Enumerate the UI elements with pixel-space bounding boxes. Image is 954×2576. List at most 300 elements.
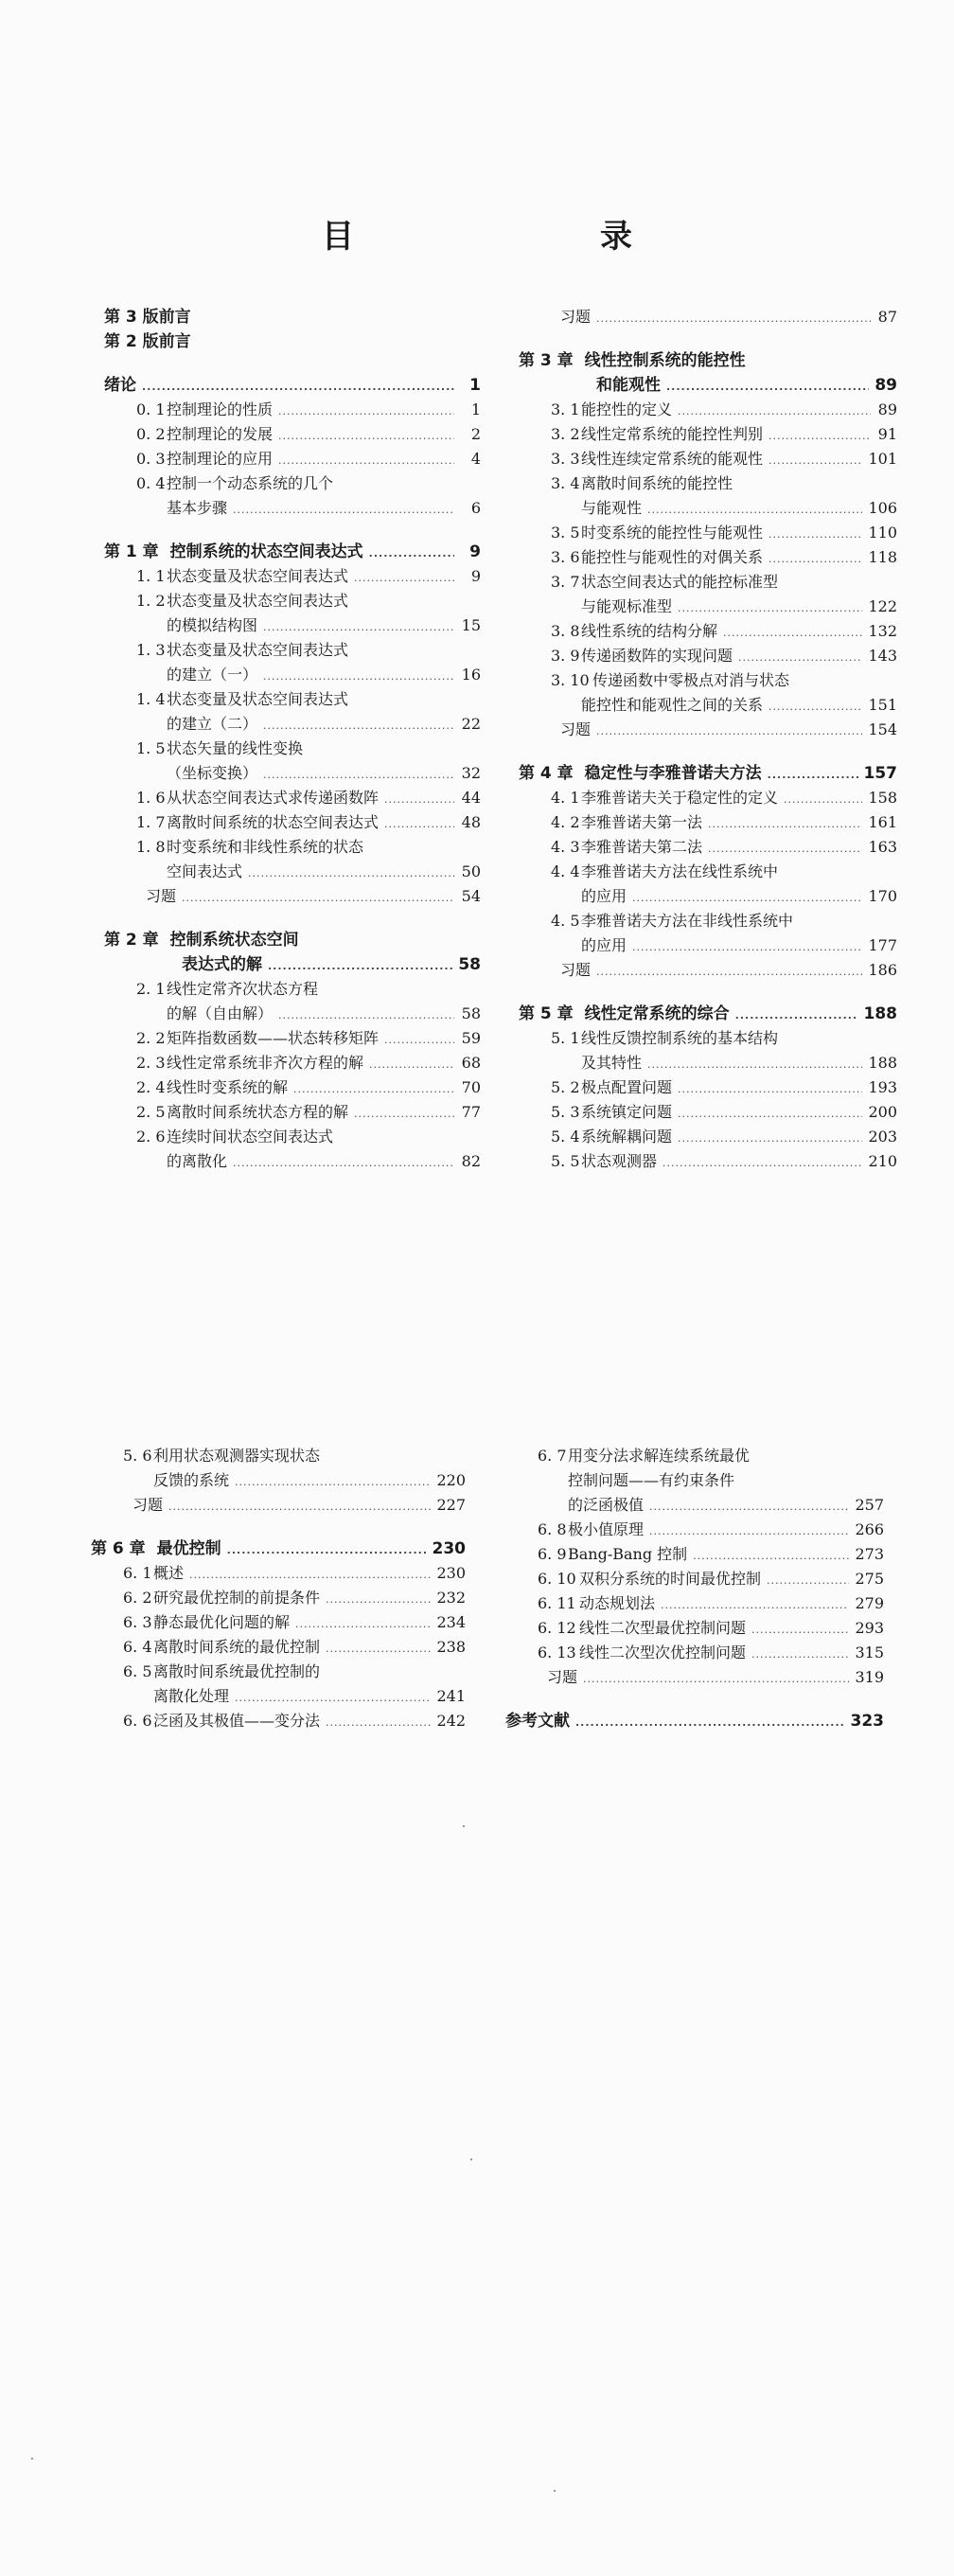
toc-section-number: 5. 3 — [551, 1103, 580, 1121]
toc-section — [91, 1635, 466, 1660]
toc-entry-title: 线性控制系统的能控性 — [584, 351, 746, 370]
toc-leader-dots — [354, 566, 454, 591]
toc-section-number: 2. 5 — [136, 1103, 166, 1121]
toc-section-continued — [104, 663, 481, 687]
toc-page-number: 154 — [868, 720, 897, 738]
toc-page-number: 91 — [877, 425, 897, 443]
toc-section — [519, 570, 897, 595]
toc-leader-dots — [784, 788, 862, 812]
toc-section-number: 6. 13 — [538, 1643, 576, 1661]
toc-page-number: 9 — [470, 567, 481, 585]
toc-section-number: 4. 2 — [551, 813, 580, 831]
toc-page-number: 319 — [855, 1668, 884, 1686]
toc-page-number: 220 — [436, 1471, 466, 1489]
toc-section — [519, 619, 897, 644]
toc-leader-dots — [326, 1637, 431, 1661]
toc-entry-title: 线性二次型最优控制问题 — [579, 1619, 747, 1637]
toc-leader-dots — [751, 1643, 849, 1667]
toc-page-number: 9 — [469, 542, 481, 561]
toc-entry-title: 时变系统和非线性系统的状态 — [167, 838, 364, 856]
toc-section-number: 6. 4 — [123, 1638, 152, 1656]
toc-page-number: 203 — [868, 1128, 897, 1146]
toc-leader-dots — [661, 1593, 849, 1618]
toc-entry-title: 习题 — [132, 1496, 164, 1514]
toc-leader-dots — [632, 935, 862, 960]
toc-leader-dots — [575, 1711, 845, 1735]
toc-exercises — [519, 305, 897, 329]
toc-entry-title: 双积分系统的时间最优控制 — [579, 1570, 762, 1588]
toc-entry-title: 的应用 — [581, 936, 627, 954]
toc-leader-dots — [326, 1588, 431, 1612]
toc-exercises — [91, 1493, 466, 1518]
toc-section — [505, 1567, 884, 1591]
toc-leader-dots — [666, 375, 869, 400]
toc-section-number: 3. 4 — [551, 474, 580, 492]
toc-section-number: 6. 3 — [123, 1613, 152, 1631]
toc-leader-dots — [678, 400, 871, 424]
toc-entry-title: 状态空间表达式的能控标准型 — [581, 573, 779, 591]
toc-section-number: 3. 5 — [551, 524, 580, 542]
toc-entry-title: Bang-Bang 控制 — [568, 1545, 688, 1563]
toc-entry-title: 的解（自由解） — [167, 1004, 274, 1022]
toc-leader-dots — [768, 523, 862, 547]
toc-entry-title: 系统镇定问题 — [581, 1103, 673, 1121]
toc-chapter-number: 第 1 章 — [104, 542, 159, 561]
toc-entry-title: 习题 — [547, 1668, 578, 1686]
toc-leader-dots — [708, 812, 862, 837]
toc-leader-dots — [596, 720, 862, 744]
toc-entry-title: 状态变量及状态空间表达式 — [167, 641, 349, 659]
toc-leader-dots — [768, 695, 862, 720]
toc-entry-title: 李雅普诺夫方法在非线性系统中 — [581, 912, 794, 930]
toc-section-number: 0. 2 — [136, 425, 166, 443]
toc-page-number: 32 — [461, 764, 481, 782]
toc-entry-title: 泛函及其极值——变分法 — [153, 1712, 321, 1730]
toc-entry-title: 控制问题——有约束条件 — [568, 1471, 735, 1489]
toc-entry-title: 第 2 版前言 — [104, 332, 191, 351]
toc-page-number: 48 — [461, 813, 481, 831]
toc-page-number: 59 — [461, 1029, 481, 1047]
toc-leader-dots — [768, 763, 858, 788]
toc-entry-title: 线性反馈控制系统的基本结构 — [581, 1029, 779, 1047]
toc-leader-dots — [189, 1563, 431, 1588]
toc-column-bottom-left — [91, 1444, 466, 1733]
toc-entry-title: 基本步骤 — [167, 499, 228, 517]
toc-leader-dots — [647, 498, 862, 523]
toc-page-number: 58 — [461, 1004, 481, 1022]
toc-leader-dots — [369, 542, 454, 566]
toc-section-continued — [505, 1493, 884, 1518]
toc-entry-title: 离散化处理 — [153, 1687, 230, 1705]
toc-section-number: 1. 5 — [136, 739, 166, 757]
toc-entry-title: 离散时间系统最优控制的 — [153, 1662, 321, 1680]
toc-section-continued — [505, 1468, 884, 1493]
toc-section-number: 1. 6 — [136, 789, 166, 807]
toc-section-continued — [519, 933, 897, 958]
toc-leader-dots — [233, 1151, 454, 1176]
toc-column-top-left — [104, 305, 481, 1174]
toc-entry-title: 绪论 — [104, 376, 136, 395]
toc-section — [104, 737, 481, 761]
toc-entry-title: 的模拟结构图 — [167, 616, 258, 634]
toc-section — [104, 398, 481, 422]
scan-speck — [463, 1825, 465, 1827]
toc-entry-title: 控制理论的发展 — [167, 425, 274, 443]
toc-section-number: 4. 5 — [551, 912, 580, 930]
toc-section — [104, 1026, 481, 1051]
toc-entry-title: 静态最优化问题的解 — [153, 1613, 291, 1631]
toc-entry-title: 李雅普诺夫第一法 — [581, 813, 703, 831]
toc-section — [519, 1100, 897, 1125]
toc-entry-title: 空间表达式 — [167, 862, 243, 880]
toc-column-bottom-right — [505, 1444, 884, 1733]
toc-page-number: 16 — [461, 666, 481, 684]
toc-page-number: 77 — [461, 1103, 481, 1121]
toc-leader-dots — [354, 1102, 454, 1127]
toc-entry-title: 的泛函极值 — [568, 1496, 645, 1514]
toc-leader-dots — [693, 1544, 849, 1569]
toc-section — [505, 1444, 884, 1468]
toc-leader-dots — [248, 862, 454, 886]
toc-section-continued — [519, 595, 897, 619]
toc-page-number: 101 — [868, 450, 897, 468]
toc-page-number: 110 — [868, 524, 897, 542]
toc-section-number: 6. 11 — [538, 1594, 576, 1612]
toc-section — [519, 447, 897, 471]
toc-entry-title: 离散时间系统状态方程的解 — [167, 1103, 349, 1121]
toc-section-number: 3. 2 — [551, 425, 580, 443]
toc-section — [91, 1610, 466, 1635]
toc-page-number: 227 — [436, 1496, 466, 1514]
toc-leader-dots — [278, 449, 454, 473]
toc-section — [104, 564, 481, 589]
toc-section-number: 6. 8 — [538, 1520, 567, 1538]
toc-section — [519, 422, 897, 447]
toc-section-number: 3. 3 — [551, 450, 580, 468]
toc-section — [104, 810, 481, 835]
toc-entry-title: 线性二次型次优控制问题 — [579, 1643, 747, 1661]
toc-section — [104, 1100, 481, 1125]
toc-entry-title: 的建立（一） — [167, 666, 258, 684]
toc-page-number: 82 — [461, 1152, 481, 1170]
toc-leader-dots — [384, 788, 454, 812]
toc-chapter — [91, 1537, 466, 1561]
toc-page-number: 186 — [868, 961, 897, 979]
toc-chapter — [104, 373, 481, 398]
toc-entry-title: 及其特性 — [581, 1054, 643, 1072]
toc-section — [104, 977, 481, 1002]
toc-section — [104, 1051, 481, 1075]
toc-section-number: 2. 3 — [136, 1054, 166, 1072]
toc-section-continued — [519, 1051, 897, 1075]
toc-leader-dots — [263, 763, 454, 788]
toc-leader-dots — [263, 714, 454, 738]
toc-leader-dots — [235, 1470, 431, 1495]
toc-page-number: 106 — [868, 499, 897, 517]
toc-section-number: 5. 1 — [551, 1029, 580, 1047]
toc-leader-dots — [168, 1495, 431, 1519]
toc-section-continued — [104, 1002, 481, 1026]
toc-section-number: 2. 1 — [136, 980, 166, 998]
toc-leader-dots — [751, 1618, 849, 1643]
toc-section — [505, 1542, 884, 1567]
toc-section — [104, 447, 481, 471]
toc-entry-title: 李雅普诺夫第二法 — [581, 838, 703, 856]
toc-entry-title: 能控性和能观性之间的关系 — [581, 696, 764, 714]
toc-section-number: 4. 3 — [551, 838, 580, 856]
toc-section-number: 0. 1 — [136, 400, 166, 418]
toc-leader-dots — [738, 646, 862, 670]
toc-section-continued — [104, 1149, 481, 1174]
toc-exercises — [519, 958, 897, 983]
toc-entry-title: 习题 — [146, 887, 177, 905]
toc-page-number: 193 — [868, 1078, 897, 1096]
toc-section-number: 1. 1 — [136, 567, 166, 585]
toc-chapter — [505, 1709, 884, 1733]
toc-section-number: 6. 10 — [538, 1570, 576, 1588]
toc-section-continued — [104, 761, 481, 786]
toc-entry-title: 系统解耦问题 — [581, 1128, 673, 1146]
toc-entry-title: 时变系统的能控性与能观性 — [581, 524, 764, 542]
toc-page-number: 6 — [470, 499, 481, 517]
toc-entry-title: 线性定常系统的能控性判别 — [581, 425, 764, 443]
toc-page-number: 170 — [868, 887, 897, 905]
toc-chapter-number: 第 6 章 — [91, 1539, 146, 1558]
toc-leader-dots — [768, 424, 871, 449]
toc-section-continued — [104, 860, 481, 884]
toc-page-number: 275 — [855, 1570, 884, 1588]
toc-page-number: 1 — [469, 376, 481, 395]
toc-section-number: 5. 4 — [551, 1128, 580, 1146]
toc-entry-title: 控制一个动态系统的几个 — [167, 474, 334, 492]
toc-page-number: 151 — [868, 696, 897, 714]
toc-leader-dots — [632, 886, 862, 911]
toc-page-number: 118 — [868, 548, 897, 566]
toc-chapter-continued — [519, 373, 897, 398]
toc-leader-dots — [263, 615, 454, 640]
toc-page-number: 230 — [432, 1539, 466, 1558]
toc-entry-title: 用变分法求解连续系统最优 — [568, 1447, 751, 1465]
toc-leader-dots — [723, 621, 862, 646]
toc-section — [519, 810, 897, 835]
toc-section-number: 3. 8 — [551, 622, 580, 640]
toc-section-continued — [519, 693, 897, 718]
toc-entry-title: 控制理论的性质 — [167, 400, 274, 418]
toc-leader-dots — [384, 812, 454, 837]
scan-speck — [31, 2458, 33, 2460]
toc-section — [519, 668, 897, 693]
toc-page-number: 238 — [436, 1638, 466, 1656]
toc-page-number: 157 — [863, 764, 897, 783]
toc-section — [519, 1125, 897, 1149]
toc-leader-dots — [293, 1077, 454, 1102]
toc-entry-title: 控制理论的应用 — [167, 450, 274, 468]
toc-leader-dots — [278, 400, 454, 424]
toc-page-number: 242 — [436, 1712, 466, 1730]
toc-section — [519, 860, 897, 884]
toc-section-number: 3. 1 — [551, 400, 580, 418]
toc-page-number: 89 — [877, 400, 897, 418]
toc-section-continued — [104, 613, 481, 638]
toc-leader-dots — [678, 1127, 862, 1151]
toc-leader-dots — [678, 596, 862, 621]
toc-page-number: 188 — [863, 1004, 897, 1023]
toc-entry-title: 状态变量及状态空间表达式 — [167, 567, 349, 585]
toc-section — [91, 1561, 466, 1586]
toc-page-number: 68 — [461, 1054, 481, 1072]
toc-chapter — [519, 348, 897, 373]
toc-chapter — [104, 540, 481, 564]
toc-section-number: 6. 1 — [123, 1564, 152, 1582]
toc-entry-title: 极点配置问题 — [581, 1078, 673, 1096]
toc-entry-title: 线性定常齐次状态方程 — [167, 980, 319, 998]
toc-page-number: 279 — [855, 1594, 884, 1612]
toc-section-number: 4. 4 — [551, 862, 580, 880]
toc-entry-title: 动态规划法 — [579, 1594, 656, 1612]
toc-column-top-right — [519, 305, 897, 1174]
toc-page-number: 122 — [868, 597, 897, 615]
toc-leader-dots — [708, 837, 862, 862]
toc-page-number: 70 — [461, 1078, 481, 1096]
toc-chapter-number: 第 3 章 — [519, 351, 574, 370]
toc-entry-title: 和能观性 — [596, 376, 661, 395]
toc-leader-dots — [326, 1711, 431, 1735]
toc-page-number: 188 — [868, 1054, 897, 1072]
scan-speck — [554, 2490, 556, 2492]
toc-entry-title: 线性定常系统非齐次方程的解 — [167, 1054, 364, 1072]
toc-entry-title: 表达式的解 — [182, 955, 262, 974]
toc-section — [519, 471, 897, 496]
toc-section-number: 6. 7 — [538, 1447, 567, 1465]
toc-section-continued — [91, 1684, 466, 1709]
toc-section-continued — [519, 884, 897, 909]
toc-entry-title: 利用状态观测器实现状态 — [153, 1447, 321, 1465]
toc-page-number: 50 — [461, 862, 481, 880]
toc-section — [505, 1641, 884, 1665]
toc-section-number: 2. 4 — [136, 1078, 166, 1096]
toc-leader-dots — [278, 1004, 454, 1028]
toc-exercises — [104, 884, 481, 909]
toc-chapter-number: 第 4 章 — [519, 764, 574, 783]
toc-exercises — [519, 718, 897, 742]
toc-entry-title: 习题 — [560, 720, 592, 738]
toc-section-number: 1. 8 — [136, 838, 166, 856]
toc-section-number: 3. 7 — [551, 573, 580, 591]
toc-exercises — [505, 1665, 884, 1690]
toc-chapter-number: 第 5 章 — [519, 1004, 574, 1023]
toc-section — [519, 909, 897, 933]
toc-leader-dots — [735, 1004, 858, 1028]
toc-section-number: 6. 5 — [123, 1662, 152, 1680]
toc-chapter — [519, 761, 897, 786]
toc-leader-dots — [678, 1102, 862, 1127]
toc-leader-dots — [596, 307, 871, 331]
toc-entry-title: 线性定常系统的综合 — [584, 1004, 730, 1023]
toc-entry-title: 极小值原理 — [568, 1520, 645, 1538]
toc-page-number: 210 — [868, 1152, 897, 1170]
toc-leader-dots — [662, 1151, 862, 1176]
toc-page-number: 323 — [850, 1712, 884, 1731]
toc-entry-title: 状态变量及状态空间表达式 — [167, 592, 349, 610]
toc-leader-dots — [647, 1053, 862, 1077]
toc-section-number: 0. 4 — [136, 474, 166, 492]
toc-section — [519, 786, 897, 810]
toc-page-number: 266 — [855, 1520, 884, 1538]
toc-front-matter — [104, 329, 481, 354]
toc-page-number: 143 — [868, 647, 897, 665]
page-title: 目 录 — [322, 218, 693, 256]
toc-chapter — [519, 1002, 897, 1026]
toc-page-number: 230 — [436, 1564, 466, 1582]
toc-page-number: 232 — [436, 1589, 466, 1607]
toc-entry-title: 的建立（二） — [167, 715, 258, 733]
toc-leader-dots — [649, 1519, 849, 1544]
toc-entry-title: 线性系统的结构分解 — [581, 622, 718, 640]
toc-entry-title: 概述 — [153, 1564, 185, 1582]
toc-entry-title: 状态观测器 — [581, 1152, 658, 1170]
toc-entry-title: 与能观性 — [581, 499, 643, 517]
toc-page-number: 22 — [461, 715, 481, 733]
toc-section — [104, 422, 481, 447]
toc-section-number: 6. 12 — [538, 1619, 576, 1637]
toc-leader-dots — [233, 498, 454, 523]
toc-entry-title: 能控性与能观性的对偶关系 — [581, 548, 764, 566]
toc-page-number: 200 — [868, 1103, 897, 1121]
toc-section — [519, 1026, 897, 1051]
toc-leader-dots — [235, 1686, 431, 1711]
toc-entry-title: 状态矢量的线性变换 — [167, 739, 304, 757]
toc-leader-dots — [268, 954, 452, 979]
toc-page-number: 257 — [855, 1496, 884, 1514]
toc-section — [104, 471, 481, 496]
toc-leader-dots — [678, 1077, 862, 1102]
toc-page-number: 15 — [461, 616, 481, 634]
toc-section — [519, 545, 897, 570]
toc-section-number: 1. 3 — [136, 641, 166, 659]
toc-entry-title: 研究最优控制的前提条件 — [153, 1589, 321, 1607]
toc-section — [91, 1709, 466, 1733]
toc-entry-title: 线性时变系统的解 — [167, 1078, 289, 1096]
toc-page-number: 241 — [436, 1687, 466, 1705]
toc-section-number: 5. 6 — [123, 1447, 152, 1465]
toc-entry-title: 控制系统的状态空间表达式 — [169, 542, 363, 561]
toc-section-continued — [104, 712, 481, 737]
toc-entry-title: 从状态空间表达式求传递函数阵 — [167, 789, 380, 807]
toc-section — [519, 1075, 897, 1100]
toc-entry-title: 传递函数中零极点对消与状态 — [592, 671, 790, 689]
toc-section — [104, 835, 481, 860]
toc-page-number: 2 — [470, 425, 481, 443]
toc-page-number: 44 — [461, 789, 481, 807]
toc-page-number: 1 — [470, 400, 481, 418]
toc-entry-title: 传递函数阵的实现问题 — [581, 647, 733, 665]
toc-section — [519, 1149, 897, 1174]
toc-leader-dots — [583, 1667, 849, 1692]
toc-section-number: 2. 2 — [136, 1029, 166, 1047]
toc-section-number: 1. 7 — [136, 813, 166, 831]
toc-page-number: 177 — [868, 936, 897, 954]
toc-section-number: 1. 4 — [136, 690, 166, 708]
toc-entry-title: 能控性的定义 — [581, 400, 673, 418]
toc-section — [91, 1660, 466, 1684]
toc-entry-title: 参考文献 — [505, 1712, 570, 1731]
toc-section-number: 3. 6 — [551, 548, 580, 566]
toc-section — [104, 687, 481, 712]
toc-entry-title: 离散时间系统的状态空间表达式 — [167, 813, 380, 831]
toc-section-number: 5. 5 — [551, 1152, 580, 1170]
toc-entry-title: 离散时间系统的最优控制 — [153, 1638, 321, 1656]
toc-section — [505, 1616, 884, 1641]
